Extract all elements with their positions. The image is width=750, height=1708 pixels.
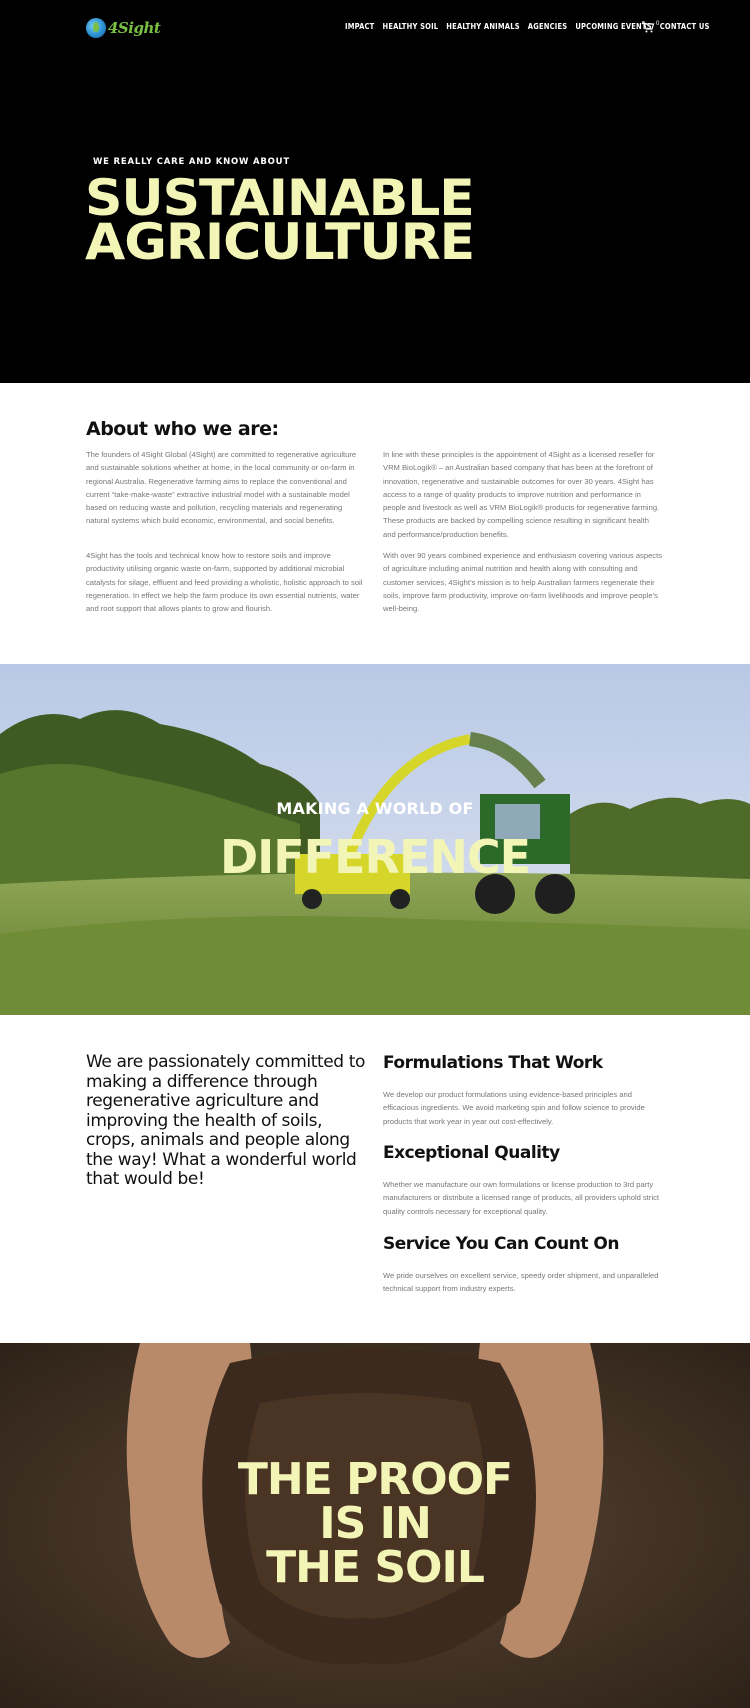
hero-title-line-2: AGRICULTURE <box>85 213 475 271</box>
nav-item-contact-us[interactable]: CONTACT US <box>659 22 710 31</box>
banner-soil-title <box>0 1454 750 1593</box>
nav-item-agencies[interactable]: AGENCIES <box>527 22 568 31</box>
banner-difference-title: DIFFERENCE <box>219 830 531 884</box>
hero-title-line-1: SUSTAINABLE <box>85 169 474 227</box>
banner-soil-line-3: THE SOIL <box>266 1542 484 1593</box>
feature-title-quality: Exceptional Quality <box>383 1143 560 1163</box>
feature-text-service: We pride ourselves on excellent service, speedy order shipment, and unparalleled technical support from industry experts. <box>383 1271 659 1294</box>
banner-soil-line-2: IS IN <box>319 1498 431 1549</box>
hero-kicker: WE REALLY CARE AND KNOW ABOUT <box>93 157 290 167</box>
banner-difference-kicker: MAKING A WORLD OF <box>276 799 474 818</box>
about-paragraph-4: With over 90 years combined experience and enthusiasm covering various aspects of agriculture including animal nutrition and health along with consulting and customer services, 4Sight’s mission is to help Australian farmers regenerate their soils, improve farm productivity, improve on-farm livelihoods and improve people’s well-being. <box>383 551 663 614</box>
nav-item-impact[interactable]: IMPACT <box>345 22 375 31</box>
feature-title-formulations: Formulations That Work <box>383 1053 603 1073</box>
nav-item-upcoming-events[interactable]: UPCOMING EVENTS <box>575 22 652 31</box>
cart-count-badge: 0 <box>656 21 660 27</box>
logo-drop-icon <box>86 18 106 38</box>
feature-title-service: Service You Can Count On <box>383 1234 619 1254</box>
feature-text-quality: Whether we manufacture our own formulations or license production to 3rd party manufacturers or distribute a licensed range of products, all providers uphold strict quality controls necessary for exceptional quality. <box>383 1180 660 1216</box>
hero-section <box>0 0 750 383</box>
nav-item-healthy-soil[interactable]: HEALTHY SOIL <box>382 22 439 31</box>
nav-item-healthy-animals[interactable]: HEALTHY ANIMALS <box>446 22 520 31</box>
about-paragraph-2: 4Sight has the tools and technical know how to restore soils and improve productivity utilising organic waste on-farm, supported by additional microbial catalysts for silage, effluent and feed providing a wholistic, holistic approach to soil regeneration. In effect we help the farm produce its own essential nutrients, water and root support that allows plants to grow and flourish. <box>86 551 363 614</box>
about-heading: About who we are: <box>86 418 279 440</box>
about-paragraph-3: In line with these principles is the appointment of 4Sight as a licensed reseller for VRM BioLogik® – an Australian based company that has been at the forefront of innovation, regenerative and sustainable outcomes for over 30 years. 4Sight has access to a range of quality products to improve nutrition and performance in people and livestock as well as VRM BioLogik® products for regenerative farming. These products are backed by compelling science resulting in significant health and performance/production benefits. <box>383 450 660 539</box>
about-paragraph-1: The founders of 4Sight Global (4Sight) are committed to regenerative agriculture and sustainable solutions whether at home, in the local community or on-farm in regional Australia. Regenerative farming aims to replace the conventional and current “take-make-waste” extractive industrial model with a sustainable model based on reducing waste and pollution, recycling materials and regenerating natural systems which build economic, environmental, and social benefits. <box>86 450 357 526</box>
site-logo[interactable] <box>86 17 160 39</box>
feature-text-formulations: We develop our product formulations using evidence-based principles and efficacious ingredients. We avoid marketing spin and follow science to provide products that work year in year out cost-effectively. <box>383 1090 645 1126</box>
commitment-statement: We are passionately committed to making a difference through regenerative agriculture and improving the health of soils, crops, animals and people along the way! What a wonderful world that would be! <box>86 1052 365 1189</box>
cart-icon[interactable] <box>641 20 655 34</box>
banner-soil-line-1: THE PROOF <box>237 1454 513 1505</box>
logo-text: 4Sight <box>108 19 161 37</box>
hero-title <box>85 169 475 271</box>
